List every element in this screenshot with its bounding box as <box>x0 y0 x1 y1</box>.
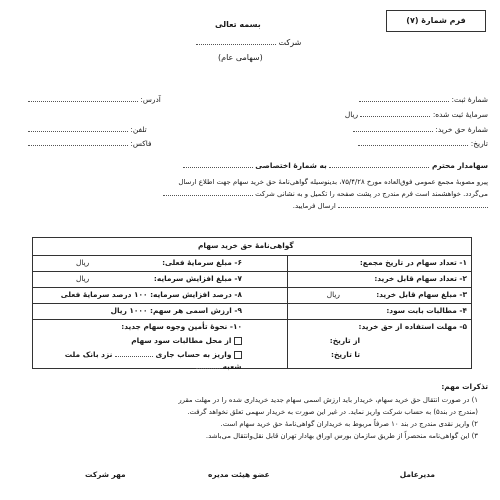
company-name-field[interactable] <box>196 44 276 45</box>
from-date: از تاریخ: <box>329 336 360 345</box>
title-divider <box>33 255 471 256</box>
left-row-7-unit: ریال <box>76 274 90 283</box>
funding-option-1: از محل مطالبات سود سهام <box>131 336 242 345</box>
note-1-line-1: ۱) در صورت انتقال حق خرید سهام، خریدار باید ارزش اسمی سهام جدید خریداری شده را در مهلت مقرر <box>178 396 478 404</box>
funding-option-2: واریز به حساب جاری نزد بانک ملت <box>65 350 242 359</box>
branch-label: شعبه <box>196 362 242 371</box>
greeting-line: سهامدار محترم به شمارهٔ اختصاصی <box>183 161 488 170</box>
purchase-right-number-field[interactable] <box>353 131 433 132</box>
company-type: (سهامی عام) <box>218 53 263 62</box>
phone-field[interactable] <box>28 131 128 132</box>
intro-line-2: می‌گردد. خواهشمند است فرم مندرج در پشت صفحه را تکمیل و به نشانی شرکت <box>163 190 488 199</box>
company-seal: مهر شرکت <box>85 470 126 479</box>
left-row-6-unit: ریال <box>76 258 90 267</box>
registered-capital-field[interactable] <box>360 116 430 117</box>
form-number: فرم شمارهٔ (۷) <box>406 16 466 25</box>
fax-field[interactable] <box>28 145 128 146</box>
right-row-3-unit: ریال <box>326 290 340 299</box>
registration-number-field[interactable] <box>359 101 449 102</box>
left-row-7: ۷- مبلغ افزایش سرمایه: <box>153 274 242 283</box>
branch-field[interactable] <box>196 368 220 369</box>
company-label: شرکت <box>278 38 302 47</box>
deposit-checkbox[interactable] <box>234 351 242 359</box>
date: تاریخ: <box>358 139 488 148</box>
intro-line-1: پیرو مصوبهٔ مجمع عمومی فوق‌العاده مورخ ۷۵/۴/۲۸، بدینوسیله گواهی‌نامهٔ حق خرید سهام جهت اطلاع ارسال <box>178 178 488 186</box>
left-row-9: ۹- ارزش اسمی هر سهم: ۱۰۰۰ ریال <box>110 306 242 315</box>
basmala: بسمه تعالی <box>215 20 261 29</box>
special-number-field[interactable] <box>183 167 253 168</box>
row-line <box>33 271 471 272</box>
notes-title: تذکرات مهم: <box>441 382 488 391</box>
company-line <box>196 38 301 48</box>
shareholder-name-field[interactable] <box>329 167 429 168</box>
row-line <box>33 319 471 320</box>
address-field[interactable] <box>28 101 138 102</box>
left-row-8: ۸- درصد افزایش سرمایه: ۱۰۰ درصد سرمایهٔ فعلی <box>60 290 242 299</box>
signature-board-member: عضو هیئت مدیره <box>208 470 270 479</box>
registration-number: شمارهٔ ثبت: <box>359 95 488 104</box>
certificate-title: گواهی‌نامهٔ حق خرید سهام <box>198 241 294 250</box>
left-row-6: ۶- مبلغ سرمایهٔ فعلی: <box>162 258 242 267</box>
right-row-4: ۴- مطالبات بابت سود: <box>386 306 467 315</box>
note-3: ۳) این گواهی‌نامه منحصراً از طریق سازمان بورس اوراق بهادار تهران قابل نقل‌وانتقال می‌باشد. <box>205 432 478 440</box>
date-field[interactable] <box>358 145 468 146</box>
right-row-1: ۱- تعداد سهام در تاریخ مجمع: <box>359 258 467 267</box>
send-address-field[interactable] <box>338 207 488 208</box>
fax: فاکس: <box>28 139 152 148</box>
form-number-box <box>386 10 486 32</box>
to-date: تا تاریخ: <box>331 350 360 359</box>
account-field[interactable] <box>115 356 153 357</box>
phone: تلفن: <box>28 125 147 134</box>
right-row-5: ۵- مهلت استفاده از حق خرید: <box>358 322 467 331</box>
intro-line-3: ارسال فرمایید. <box>293 202 488 211</box>
address: آدرس: <box>28 95 161 104</box>
dividend-checkbox[interactable] <box>234 337 242 345</box>
note-1-line-2: (مندرج در بند۵) به حساب شرکت واریز نماید. در غیر این صورت به خریدار سهمی تعلق نخواهد گرفت. <box>187 408 478 416</box>
purchase-right-number: شمارهٔ حق خرید: <box>353 125 488 134</box>
signature-ceo: مدیرعامل <box>399 470 435 479</box>
row-line <box>33 287 471 288</box>
right-row-3: ۳- مبلغ سهام قابل خرید: <box>376 290 467 299</box>
registered-capital: سرمایهٔ ثبت شده: ریال <box>344 110 488 119</box>
company-address-field[interactable] <box>163 195 253 196</box>
right-row-2: ۲- تعداد سهام قابل خرید: <box>374 274 467 283</box>
left-row-10: ۱۰- نحوهٔ تأمین وجوه سهام جدید: <box>121 322 242 331</box>
note-2: ۲) واریز نقدی مندرج در بند ۱۰ صرفاً مربوط به خریداران گواهی‌نامهٔ حق خرید سهام است. <box>220 420 478 428</box>
row-line <box>33 303 471 304</box>
